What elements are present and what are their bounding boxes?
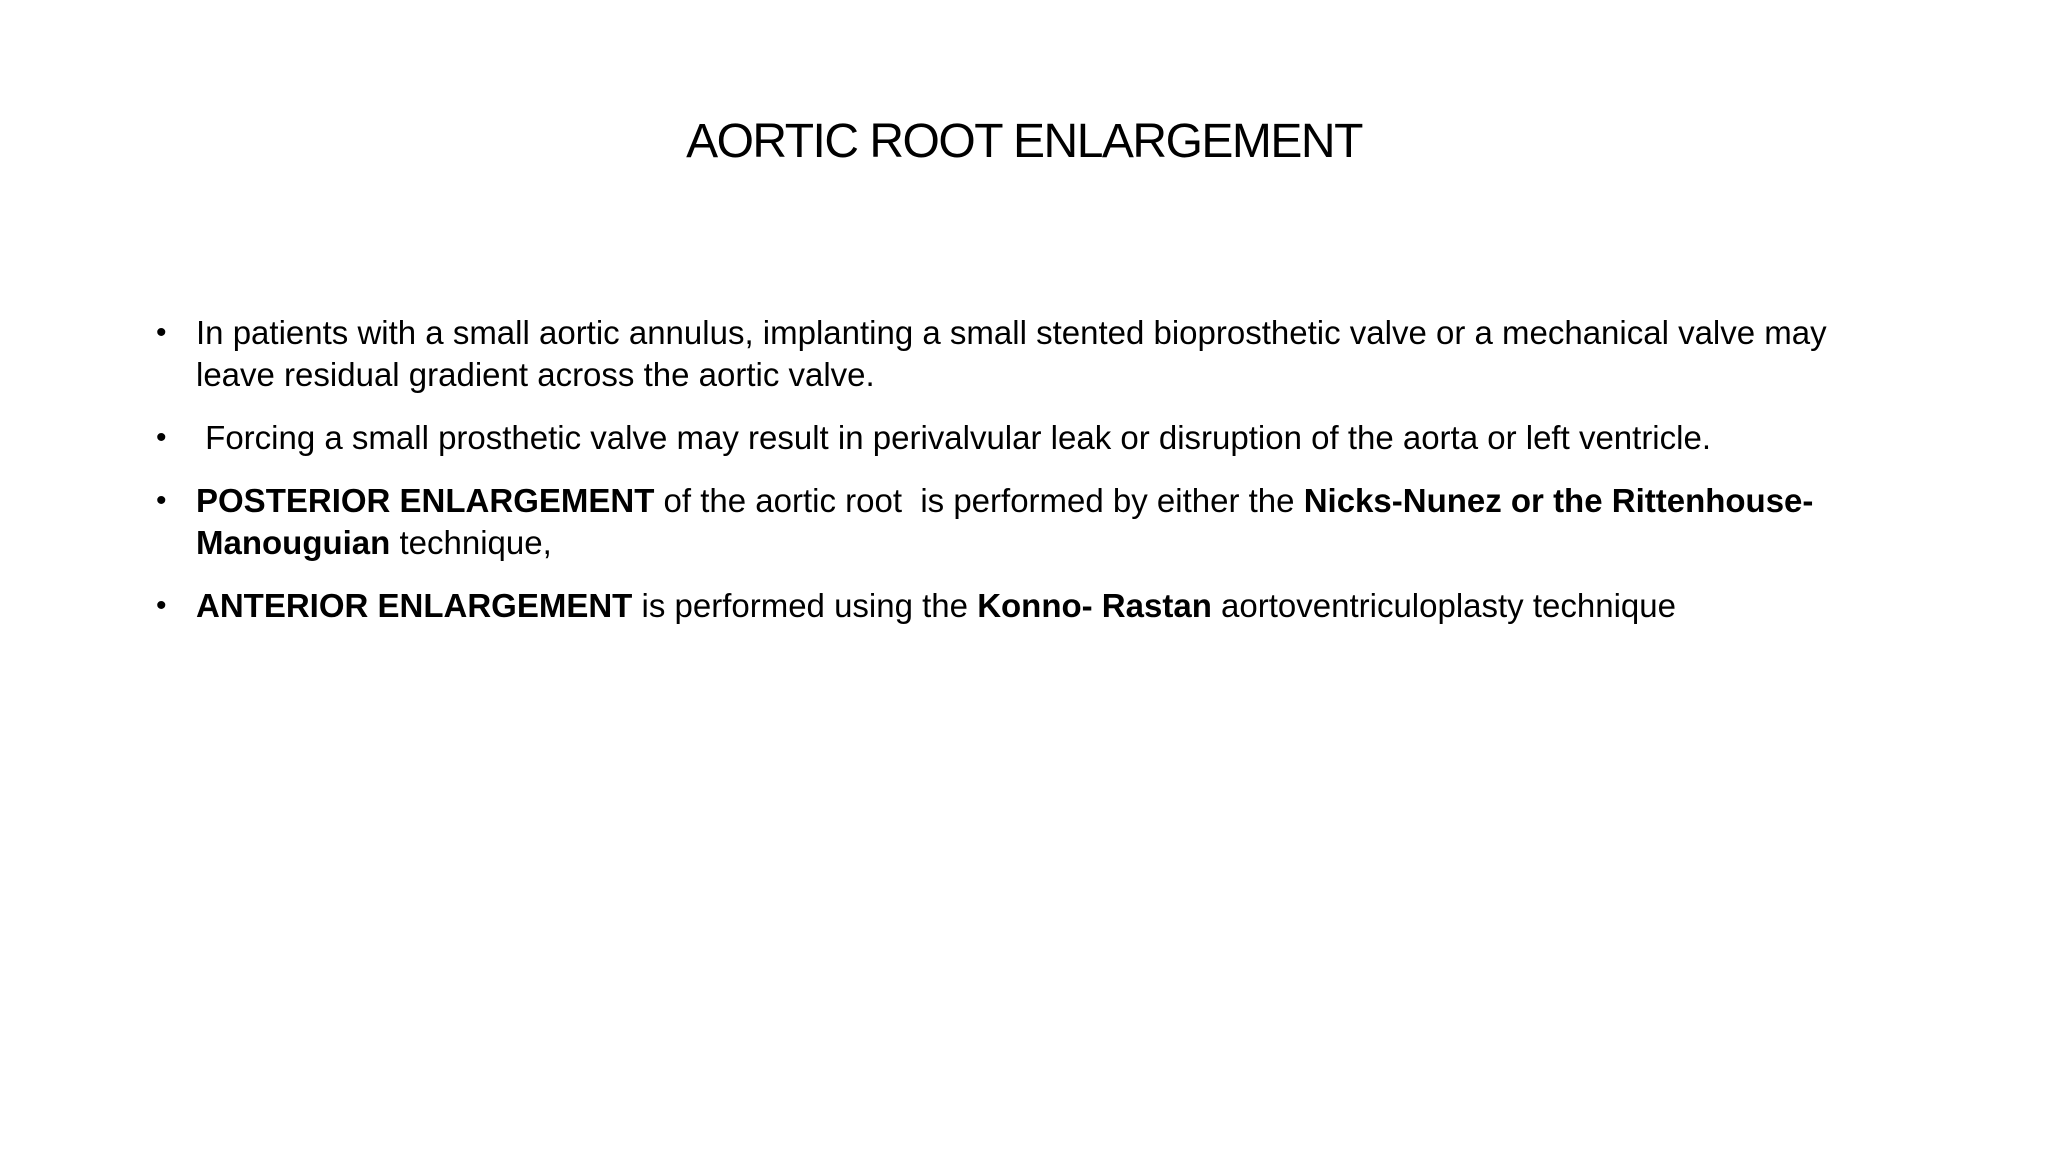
- bullet-bold-technique: Nicks-Nunez or the Rittenhouse-Manouguian: [196, 482, 1814, 561]
- bullet-dot-icon: •: [156, 589, 167, 622]
- bullet-bold-term: POSTERIOR ENLARGEMENT: [196, 482, 655, 519]
- bullet-text: technique,: [390, 524, 552, 561]
- bullet-item: [150, 417, 1910, 459]
- bullet-list: [150, 312, 1910, 648]
- bullet-text: of the aortic root is performed by either the: [654, 482, 1304, 519]
- bullet-bold-term: ANTERIOR ENLARGEMENT: [196, 587, 633, 624]
- bullet-dot-icon: •: [156, 316, 167, 349]
- bullet-text: aortoventriculoplasty technique: [1211, 587, 1676, 624]
- bullet-dot-icon: •: [156, 484, 167, 517]
- bullet-item: [150, 312, 1910, 396]
- bullet-text: is performed using the: [632, 587, 978, 624]
- bullet-item: [150, 480, 1910, 564]
- slide-title: AORTIC ROOT ENLARGEMENT: [686, 115, 1362, 168]
- bullet-dot-icon: •: [156, 421, 167, 454]
- bullet-item: [150, 585, 1910, 627]
- bullet-bold-technique: Konno- Rastan: [977, 587, 1212, 624]
- bullet-text: Forcing a small prosthetic valve may result in perivalvular leak or disruption of the aorta or left ventricle.: [196, 419, 1711, 456]
- bullet-text: In patients with a small aortic annulus, implanting a small stented bioprosthetic valve or a mechanical valve may leave residual gradient across the aortic valve.: [196, 314, 1827, 393]
